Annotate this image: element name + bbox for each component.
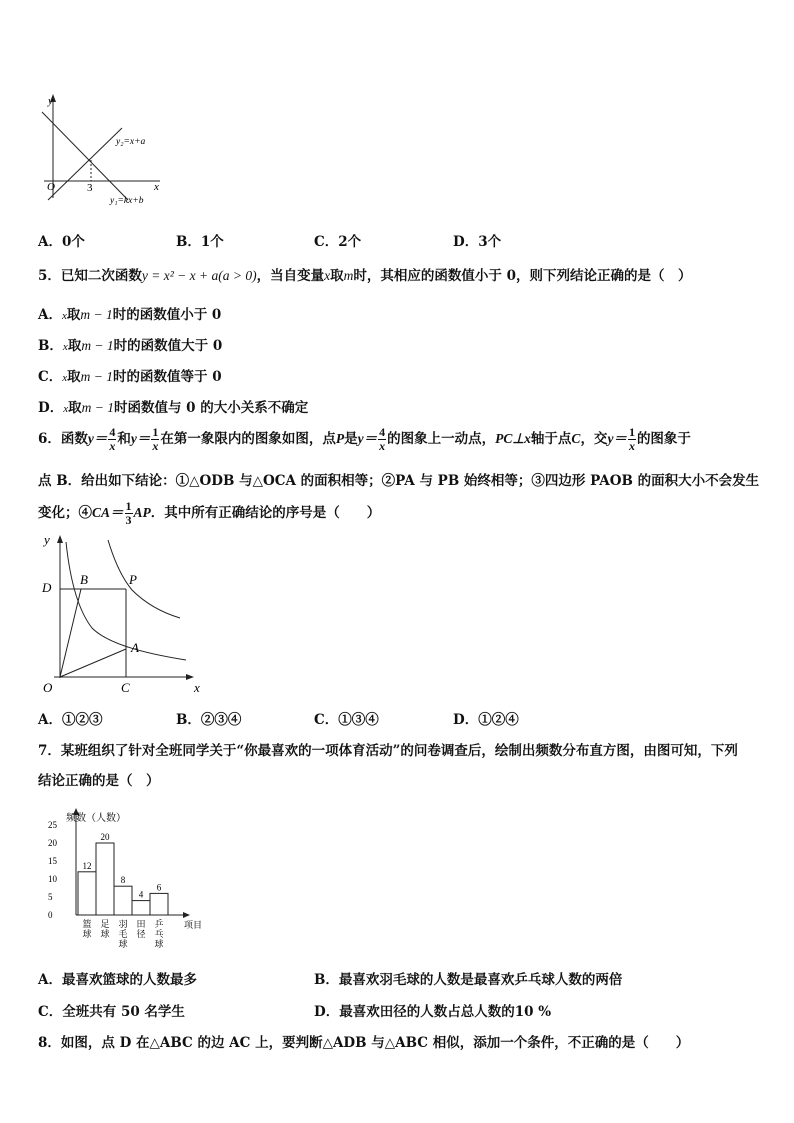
q6-text-2: 在第一象限内的图象如图，点	[160, 431, 336, 447]
q6-line3-ap: AP	[133, 505, 151, 520]
q6-x-arrow	[186, 674, 194, 680]
q6-frac-1-num: 4	[109, 425, 116, 439]
q6-frac-2-num: 1	[152, 425, 159, 439]
q4-option-d: D．3个	[453, 234, 502, 250]
q6-label-c: C	[121, 680, 130, 695]
q5-option-d-x: x	[63, 403, 69, 415]
q6-line3-ca: CA＝	[92, 505, 124, 520]
q5-option-b-tail: 时的函数值大于 0	[113, 338, 223, 354]
q7-x-arrow	[183, 912, 190, 918]
q6-label-x: x	[194, 680, 200, 695]
q6-inverse-graph	[36, 530, 216, 700]
q6-frac-4	[628, 426, 636, 453]
q7-bar	[114, 886, 132, 915]
q7-ytick-label: 0	[48, 910, 53, 920]
q5-option-b-x: x	[62, 341, 68, 353]
q7-bar	[96, 843, 114, 915]
q7-ytick-label: 5	[48, 892, 53, 902]
q7-category-label: 田	[136, 919, 146, 929]
q4-option-c: C．2个	[314, 234, 362, 250]
q7-bar	[150, 893, 168, 915]
q6-y-arrow	[57, 535, 63, 543]
q5-option-c	[38, 365, 222, 385]
q6-label-o: O	[43, 680, 53, 695]
q6-option-d: D．①②④	[453, 712, 519, 728]
q7-stem-line2: 结论正确的是（ ）	[38, 773, 160, 789]
q5-var-m: m	[343, 268, 354, 283]
q7-ytick-label: 15	[48, 856, 57, 866]
q5-stem	[38, 264, 691, 284]
q7-histogram	[36, 800, 216, 960]
q6-frac-4-den: x	[628, 439, 635, 453]
q7-category-label: 球	[154, 939, 164, 949]
q4-line2-label: y₂=x+a	[116, 137, 146, 147]
q6-stem-line3	[38, 498, 380, 528]
q5-option-b-letter: B．	[38, 338, 63, 354]
q5-option-d-expr: m − 1	[81, 400, 114, 415]
q5-option-a-take: 取	[66, 307, 81, 323]
q6-stem-line1	[38, 424, 691, 454]
q6-frac-3-num: 4	[379, 425, 386, 439]
q7-stem-line1: 7．某班组织了针对全班同学关于“你最喜欢的一项体育活动”的问卷调查后，绘制出频数分布直方图，由图可知，下列	[38, 743, 738, 759]
q7-category-label: 毛	[118, 929, 128, 939]
q6-segment-ob	[60, 589, 81, 677]
q5-var-x: x	[324, 268, 331, 283]
q6-segment-oa	[60, 649, 126, 677]
q6-text-4: 的图象上一动点，	[387, 431, 496, 447]
q7-bar-value-label: 20	[100, 832, 110, 842]
q6-frac-2	[151, 426, 159, 453]
q4-tick-3: 3	[87, 182, 93, 194]
q6-frac-1	[108, 426, 116, 453]
q6-y1: y＝	[87, 431, 108, 446]
q6-frac-5-num: 1	[125, 499, 132, 513]
q5-option-b-take: 取	[67, 338, 82, 354]
q5-option-c-letter: C．	[38, 369, 63, 385]
q6-point-c: C	[571, 431, 581, 446]
q7-category-label: 球	[118, 939, 128, 949]
q7-category-label: 乓	[154, 929, 164, 939]
q6-label-d: D	[42, 580, 52, 595]
q7-category-label: 足	[100, 919, 110, 929]
q6-y2: y＝	[130, 431, 151, 446]
q7-category-label: 羽	[118, 919, 128, 929]
q5-option-d-take: 取	[68, 400, 82, 416]
q6-frac-4-num: 1	[628, 425, 635, 439]
q5-option-b-expr: m − 1	[81, 338, 114, 353]
q4-line-y2	[48, 128, 122, 200]
q7-option-b: B．最喜欢羽毛球的人数是最喜欢乒乓球人数的两倍	[314, 972, 623, 988]
q6-frac-5	[125, 500, 133, 527]
q5-stem-prefix: 5．已知二次函数	[38, 268, 142, 284]
q5-option-c-take: 取	[67, 369, 81, 385]
q5-option-d	[38, 396, 308, 416]
q7-option-a: A．最喜欢篮球的人数最多	[38, 972, 197, 988]
q6-point-p: P	[335, 431, 345, 446]
q7-category-label: 球	[82, 929, 92, 939]
q5-stem-suffix: 时，其相应的函数值小于 0，则下列结论正确的是（ ）	[353, 268, 692, 284]
q7-bar-value-label: 6	[156, 882, 162, 893]
q7-category-label: 乒	[154, 919, 164, 929]
q6-frac-2-den: x	[152, 439, 159, 453]
q6-frac-3	[378, 426, 386, 453]
q4-origin: O	[47, 181, 55, 193]
q6-text-6: ，交	[580, 431, 608, 447]
q5-option-a-tail: 时的函数值小于 0	[112, 307, 222, 323]
q7-bar	[78, 872, 96, 915]
q6-frac-1-den: x	[109, 439, 116, 453]
q7-bar-value-label: 4	[138, 889, 144, 900]
q4-option-a: A．0个	[38, 234, 85, 250]
q6-y4: y＝	[607, 431, 627, 446]
q8-stem: 8．如图，点 D 在△ABC 的边 AC 上，要判断△ADB 与△ABC 相似，添加一个条件，不正确的是（ ）	[38, 1035, 690, 1051]
q5-formula: y = x² − x + a(a > 0)	[141, 268, 257, 283]
q6-y3: y＝	[357, 431, 378, 446]
q7-category-label: 径	[136, 929, 146, 939]
q6-line3-a: 变化；④	[38, 505, 92, 521]
q5-option-a-expr: m − 1	[80, 307, 113, 322]
q6-label-a: A	[131, 640, 139, 655]
q4-x-label: x	[154, 181, 159, 193]
q5-option-a-x: x	[61, 310, 67, 322]
q6-line3-b: ．其中所有正确结论的序号是（ ）	[150, 505, 381, 521]
q7-ytick-label: 25	[48, 820, 57, 830]
q6-curve-4x	[108, 540, 180, 618]
q6-label-y: y	[44, 532, 50, 547]
q6-text-7: 的图象于	[636, 431, 691, 447]
q7-option-c: C．全班共有 50 名学生	[38, 1004, 185, 1020]
q5-stem-mid: ，当自变量	[256, 268, 325, 284]
q6-label-b: B	[80, 572, 88, 587]
q7-ytick-label: 20	[48, 838, 57, 848]
q5-option-c-x: x	[62, 372, 68, 384]
q7-category-label: 篮	[82, 919, 92, 929]
q7-bar	[132, 901, 150, 915]
q5-take: 取	[330, 268, 344, 284]
q5-option-b	[38, 334, 222, 354]
q6-and: 和	[117, 431, 131, 447]
q7-bar-value-label: 12	[82, 860, 92, 871]
q5-option-a	[38, 303, 221, 323]
q7-ytick-label: 10	[48, 874, 57, 884]
q6-frac-5-den: 3	[125, 513, 132, 527]
q6-text-3: 是	[344, 431, 358, 447]
q4-option-b: B．1个	[176, 234, 224, 250]
q5-option-c-tail: 时的函数值等于 0	[113, 369, 222, 385]
q6-label-p: P	[129, 572, 137, 587]
q6-option-c: C．①③④	[314, 712, 379, 728]
q5-option-d-tail: 时函数值与 0 的大小关系不确定	[113, 400, 309, 416]
q6-frac-3-den: x	[379, 439, 386, 453]
q4-line-graph	[30, 92, 170, 212]
q4-line1-label: y₁=kx+b	[110, 196, 144, 206]
q7-ylabel: 频数（人数）	[66, 813, 126, 824]
q7-bar-value-label: 8	[120, 875, 126, 886]
q6-option-a: A．①②③	[38, 712, 103, 728]
q6-text-5: 轴于点	[530, 431, 572, 447]
q6-stem-line2: 点 B．给出如下结论：①△ODB 与△OCA 的面积相等；②PA 与 PB 始终相等；③四边形 PAOB 的面积大小不会发生	[38, 473, 760, 489]
q5-option-c-expr: m − 1	[80, 369, 113, 384]
q6-option-b: B．②③④	[176, 712, 242, 728]
q7-option-d: D．最喜欢田径的人数占总人数的10 %	[314, 1004, 552, 1020]
q6-pc-perp: PC⊥x	[495, 431, 531, 446]
q5-option-d-letter: D．	[38, 400, 64, 416]
q6-text-1: 6．函数	[38, 431, 88, 447]
q5-option-a-letter: A．	[38, 307, 62, 323]
q7-category-label: 球	[100, 929, 110, 939]
q4-y-label: y	[48, 95, 53, 107]
q7-xlabel: 项目	[184, 920, 203, 930]
